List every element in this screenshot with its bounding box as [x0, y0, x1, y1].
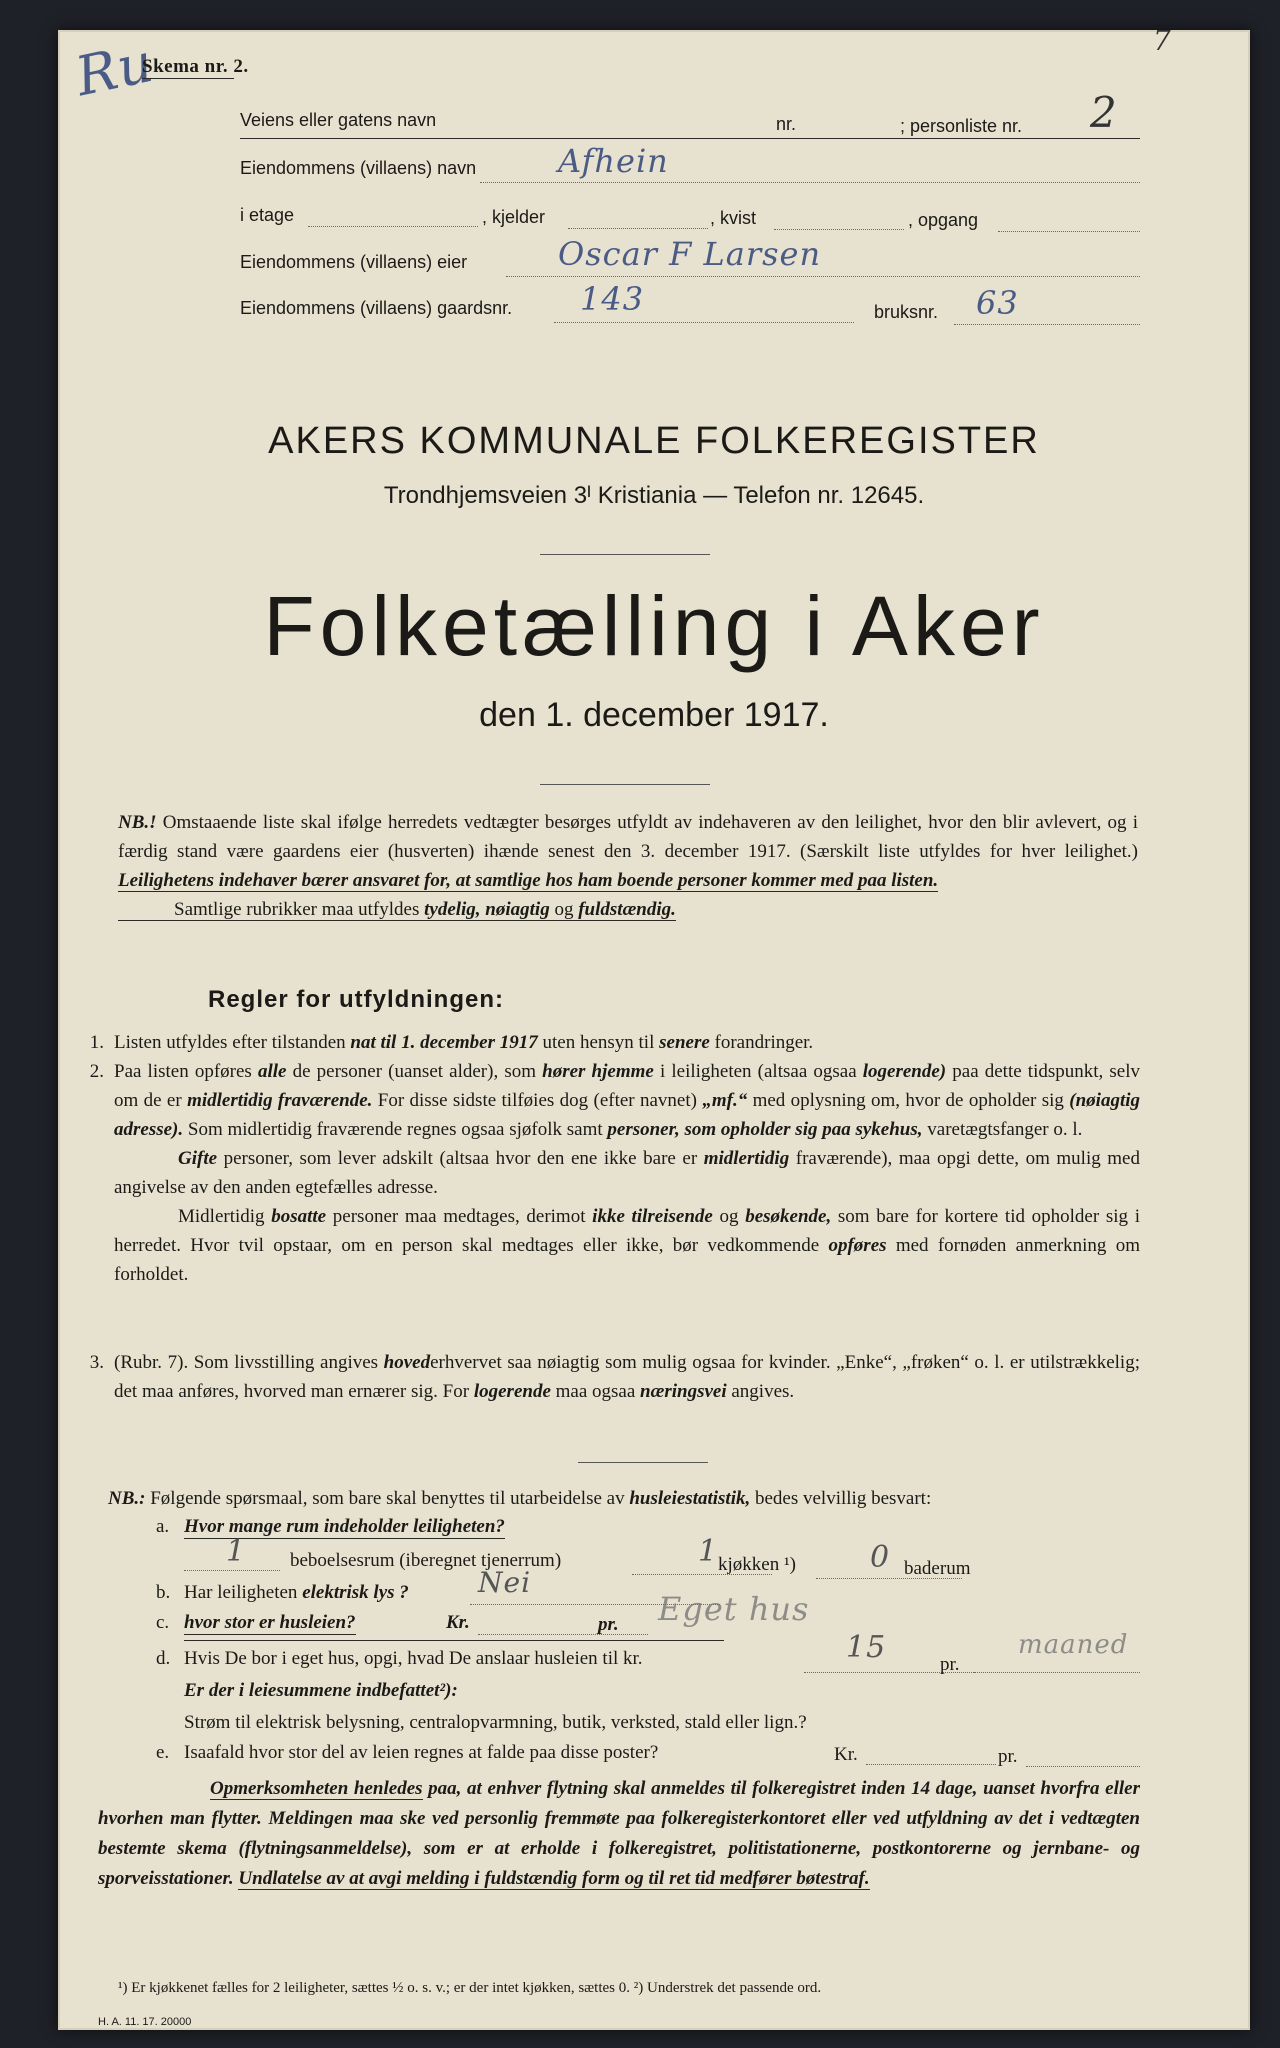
q-d-pr: pr.: [940, 1654, 960, 1675]
personliste-value: 2: [1090, 88, 1118, 137]
r2c-5: besøkende,: [745, 1206, 832, 1227]
r3-4: maa ogsaa: [550, 1381, 641, 1402]
r2b-1: personer, som lever adskilt (altsaa hvor den ene ikke bare er: [217, 1148, 704, 1169]
r3-5: næringsvei: [640, 1381, 727, 1402]
r2-2: de personer (uanset alder), som: [286, 1061, 543, 1082]
org-name: AKERS KOMMUNALE FOLKEREGISTER: [268, 420, 1040, 462]
r2c-6: som bare for kortere tid opholder sig i herredet. Hvor tvil opstaar, om en person skal medtages eller ikke, bør vedkommende: [114, 1206, 1140, 1256]
rule-1-em-2: senere: [659, 1032, 710, 1053]
r2b-3: fraværende), maa opgi dette, om mulig med angivelse av den anden egtefælles adresse.: [114, 1148, 1140, 1198]
moving-notice: [98, 1774, 1140, 1894]
q-c-pr: pr.: [598, 1614, 619, 1635]
q-b-text: [184, 1582, 409, 1604]
q-b-text-b: elektrisk lys ?: [302, 1582, 409, 1603]
r2-8: For disse sidste tilføies dog (efter navnet): [372, 1090, 703, 1111]
rule-1-em: nat til 1. december 1917: [350, 1032, 538, 1053]
q-e-label: e.: [156, 1742, 170, 1763]
r2c-1: bosatte: [271, 1206, 327, 1227]
personliste-label: ; personliste nr.: [900, 116, 1023, 136]
property-name-label: Eiendommens (villaens) navn: [240, 158, 477, 178]
nb2-intro-em: husleiestatistik,: [629, 1488, 751, 1509]
bruksnr-label: bruksnr.: [874, 302, 939, 322]
q-b-label: b.: [156, 1582, 171, 1603]
rule-1-text: Listen utfyldes efter tilstanden: [114, 1032, 351, 1053]
nb-line3-b: tydelig, nøiagtig: [424, 899, 550, 920]
r2c-0: Midlertidig: [178, 1206, 272, 1227]
q-c-text: hvor stor er husleien?: [184, 1612, 356, 1633]
rule-2-number: 2.: [89, 1061, 104, 1082]
nb-emphasis: Leilighetens indehaver bærer ansvaret for, at samtlige hos ham boende personer kommer med paa listen.: [118, 870, 939, 891]
nb-notice-1: [118, 808, 1138, 924]
r2c-3: ikke tilreisende: [592, 1206, 713, 1227]
r2-6: paa dette tidspunkt, selv om de er: [114, 1061, 1141, 1111]
rent-value: Eget hus: [658, 1590, 810, 1628]
nb2-intro: Følgende spørsmaal, som bare skal benyttes til utarbeidelse av: [150, 1488, 630, 1509]
q-e-pr: pr.: [998, 1746, 1018, 1767]
r3-0: (Rubr. 7). Som livsstilling angives: [114, 1352, 384, 1373]
r2-4: i leiligheten (altsaa ogsaa: [653, 1061, 863, 1082]
r2-7: midlertidig fraværende.: [187, 1090, 373, 1111]
rule-1-number: 1.: [89, 1032, 104, 1053]
kitchen-label: kjøkken ¹): [718, 1554, 796, 1575]
r2-0: Paa listen opføres: [114, 1061, 258, 1082]
margin-note-handwriting: Ru: [70, 30, 160, 109]
r2-3: hører hjemme: [542, 1061, 654, 1082]
property-name-value: Afhein: [558, 142, 669, 180]
street-label: Veiens eller gatens navn: [240, 110, 437, 130]
bruksnr-value: 63: [976, 284, 1019, 322]
q-b-text-a: Har leiligheten: [184, 1582, 303, 1603]
skema-number: Skema nr. 2.: [142, 56, 249, 77]
nb-notice-2: [108, 1484, 1140, 1513]
nr-label: nr.: [776, 114, 797, 134]
notice-body: paa, at enhver flytning skal anmeldes til folkeregistret inden 14 dage, uanset hvorfra eller hvorhen man flytter. Meldingen maa ske ved personlig fremmøte paa folkeregisterkontoret eller ved utfyldning av det i vedtægten bestemte skema (flytningsanmeldelse), som er at erholde i folkeregistret, politistationerne, postkontorerne og jernbane- og sporveisstationer.: [98, 1778, 1141, 1889]
nb-text: Omstaaende liste skal ifølge herredets vedtægter besørges utfyldt av indehaveren av den leilighet, hvor den blir avlevert, og i færdig stand være gaardens eier (husverten) ihænde senest den 3. december 1917. (Særskilt liste utfyldes for hver leilighet.): [118, 812, 1139, 862]
rent-period-value: maaned: [1018, 1630, 1129, 1660]
q-d-sub2: Strøm til elektrisk belysning, centralopvarmning, butik, verksted, stald eller lign.?: [184, 1712, 807, 1733]
census-date: den 1. december 1917.: [479, 696, 829, 734]
r2c-8: med fornøden anmerkning om forholdet.: [114, 1235, 1140, 1285]
r3-3: logerende: [473, 1381, 551, 1402]
r3-1: hoved: [383, 1352, 431, 1373]
nb-label: NB.!: [118, 812, 157, 833]
rules-heading: Regler for utfyldningen:: [208, 986, 504, 1013]
r2b-2: midlertidig: [703, 1148, 790, 1169]
kitchen-value: 1: [698, 1534, 719, 1569]
q-d-label: d.: [156, 1648, 171, 1669]
q-d-text: Hvis De bor i eget hus, opgi, hvad De anslaar husleien til kr.: [184, 1648, 643, 1669]
rule-2: [78, 1057, 1140, 1289]
kjelder-label: , kjelder: [482, 207, 546, 227]
bath-value: 0: [870, 1540, 891, 1575]
r2-11: (nøiagtig adresse).: [114, 1090, 1141, 1140]
corner-mark: 7: [1153, 30, 1172, 57]
etage-label: i etage: [240, 205, 295, 225]
bath-label: baderum: [904, 1558, 971, 1579]
gaardsnr-label: Eiendommens (villaens) gaardsnr.: [240, 298, 513, 318]
q-e-text: Isaafald hvor stor del av leien regnes at falde paa disse poster?: [184, 1742, 659, 1763]
notice-lead: Opmerksomheten henledes: [210, 1778, 423, 1799]
printer-code: H. A. 11. 17. 20000: [98, 2016, 192, 2028]
kvist-label: , kvist: [710, 208, 757, 228]
nb2-label: NB.:: [108, 1488, 146, 1509]
census-form-sheet: [58, 30, 1250, 2030]
opgang-label: , opgang: [908, 210, 979, 230]
rule-3: [78, 1348, 1140, 1406]
r2-10: med oplysning om, hvor de opholder sig: [747, 1090, 1070, 1111]
nb-line3-c: og: [554, 899, 574, 920]
rule-1: [78, 1028, 1140, 1057]
nb-line3-a: Samtlige rubrikker maa utfyldes: [174, 899, 420, 920]
r2-9: „mf.“: [702, 1090, 748, 1111]
r3-2: erhvervet saa nøiagtig som mulig ogsaa for kvinder. „Enke“, „frøken“ o. l. er utilstrækkelig; det maa anføres, hvorved man ernærer sig. For: [114, 1352, 1140, 1402]
estimated-rent-value: 15: [846, 1630, 887, 1665]
r2c-7: opføres: [828, 1235, 887, 1256]
r2-1: alle: [257, 1061, 287, 1082]
notice-penalty: Undlatelse av at avgi melding i fuldstændig form og til ret tid medfører bøtestraf.: [238, 1868, 870, 1889]
rooms-label: beboelsesrum (iberegnet tjenerrum): [290, 1550, 562, 1571]
q-c-kr: Kr.: [446, 1612, 470, 1633]
r2b-0: Gifte: [178, 1148, 218, 1169]
q-a-text: Hvor mange rum indeholder leiligheten?: [184, 1516, 505, 1537]
nb2-intro-end: bedes velvillig besvart:: [750, 1488, 932, 1509]
gaardsnr-value: 143: [580, 280, 645, 318]
rooms-value: 1: [226, 1534, 247, 1569]
r3-6: angives.: [726, 1381, 795, 1402]
r2c-2: personer maa medtages, derimot: [326, 1206, 593, 1227]
owner-value: Oscar F Larsen: [558, 235, 822, 273]
q-c-label: c.: [156, 1612, 170, 1633]
owner-label: Eiendommens (villaens) eier: [240, 252, 468, 272]
r2c-4: og: [712, 1206, 746, 1227]
r2-13: personer, som opholder sig paa sykehus,: [607, 1119, 923, 1140]
page-title: Folketælling i Aker: [263, 579, 1045, 673]
org-address: Trondhjemsveien 3ᴵ Kristiania — Telefon nr. 12645.: [383, 482, 925, 509]
r2-5: logerende): [862, 1061, 947, 1082]
rule-1-text-3: forandringer.: [709, 1032, 814, 1053]
rule-3-number: 3.: [89, 1352, 104, 1373]
rule-1-text-2: uten hensyn til: [537, 1032, 660, 1053]
nb-line3-d: fuldstændig.: [578, 899, 676, 920]
q-d-sub: Er der i leiesummene indbefattet²):: [184, 1680, 458, 1701]
footnote: ¹) Er kjøkkenet fælles for 2 leiligheter, sættes ½ o. s. v.; er der intet kjøkken, sættes 0. ²) Understrek det passende ord.: [118, 1980, 822, 1996]
q-a-label: a.: [156, 1516, 170, 1537]
q-e-kr: Kr.: [834, 1744, 858, 1765]
electric-light-value: Nei: [478, 1566, 532, 1599]
r2-14: varetægtsfanger o. l.: [922, 1119, 1083, 1140]
r2-12: Som midlertidig fraværende regnes ogsaa sjøfolk samt: [183, 1119, 608, 1140]
